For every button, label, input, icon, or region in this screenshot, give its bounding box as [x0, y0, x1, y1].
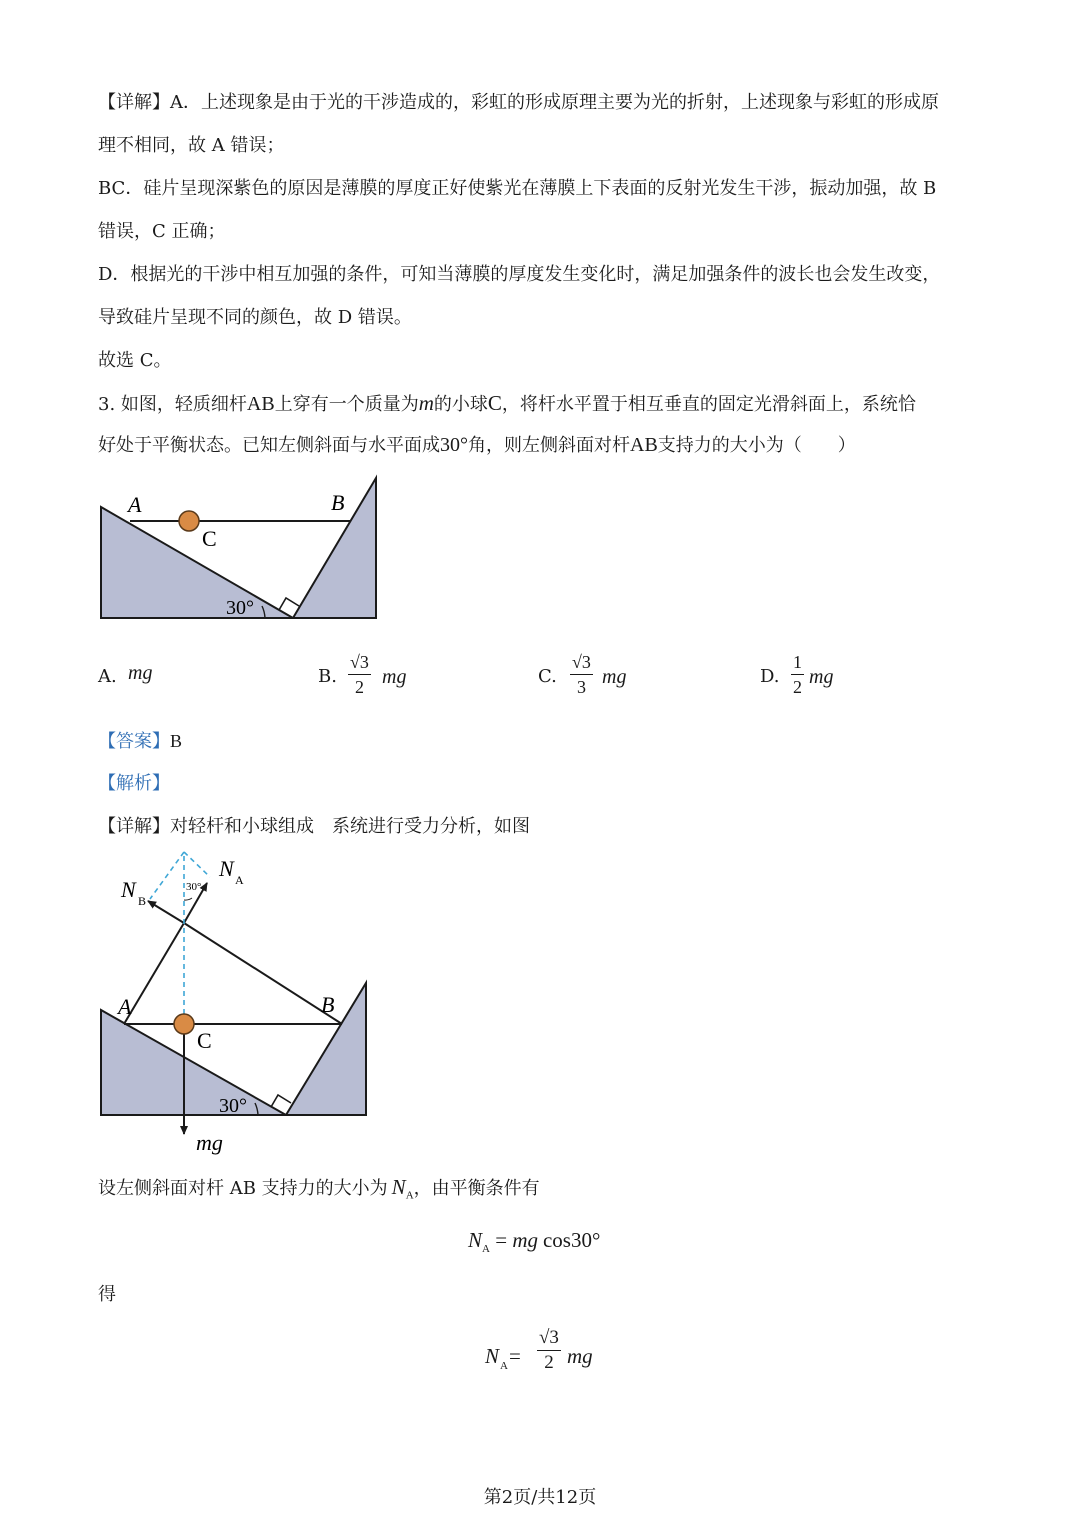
fig2-label-a: A: [118, 994, 132, 1019]
option-d-label: D.: [760, 666, 780, 687]
q3-text-d: ，将杆水平置于相互垂直的固定光滑斜面上，系统恰: [501, 394, 916, 415]
eq2-mg: mg: [567, 1344, 593, 1368]
setup-sub: A: [405, 1189, 414, 1202]
eq2-n: N: [485, 1344, 500, 1368]
question3-line1: [98, 390, 916, 418]
equation-1: [468, 1228, 600, 1255]
detail-bc-line2: 错误，C 正确；: [98, 221, 226, 242]
nb-line: [184, 923, 342, 1024]
detail-d-line1: D．根据光的干涉中相互加强的条件，可知当薄膜的厚度发生变化时，满足加强条件的波长也会发生改变，: [98, 264, 941, 285]
label-angle: 30°: [226, 597, 254, 619]
q3-text-f: 角，则左侧斜面对杆: [468, 435, 630, 456]
fig2-small-angle: 30°: [186, 881, 202, 893]
option-b-expr: mg: [382, 666, 407, 688]
fig2-mg: mg: [196, 1130, 223, 1155]
option-b-num: √3: [348, 650, 371, 675]
fig2-nb-sub: B: [138, 894, 147, 908]
fig2-na: N: [219, 856, 234, 881]
eq2-num: √3: [537, 1326, 561, 1351]
q3-text-g: 支持力的大小为（ ）: [657, 435, 856, 456]
setup-line: [98, 1174, 540, 1209]
eq1-n: N: [468, 1228, 483, 1252]
option-b-den: 2: [354, 677, 364, 697]
fig2-na-sub: A: [235, 873, 244, 887]
option-c-label: C.: [538, 666, 557, 687]
equation-2: [485, 1326, 625, 1386]
q3-text-a: 3. 如图，轻质细杆: [98, 394, 247, 415]
eq1-sub: A: [482, 1243, 490, 1256]
eq2-fraction: [537, 1326, 561, 1375]
option-c-den: 3: [576, 677, 586, 697]
fig2-nb: N: [121, 877, 136, 902]
option-d-fraction: [791, 650, 804, 699]
detail-a-line1: 【详解】A．上述现象是由于光的干涉造成的，彩虹的形成原理主要为光的折射，上述现象与彩虹的形成原: [98, 92, 939, 113]
fig2-label-c: C: [197, 1028, 212, 1053]
answer-line: [98, 728, 182, 755]
analysis-tag: 【解析】: [98, 773, 170, 794]
na-line: [124, 923, 184, 1024]
option-b-fraction: [348, 650, 371, 699]
fig2-label-angle: 30°: [219, 1095, 247, 1117]
label-c: C: [202, 526, 217, 551]
choose-c-text: 故选 C。: [98, 350, 172, 371]
detail-a-line2: 理不相同，故 A 错误；: [98, 135, 285, 156]
fig2-label-b: B: [321, 992, 335, 1017]
answer-tag: 【答案】: [98, 731, 170, 752]
q3-m: m: [418, 391, 434, 415]
q3-text-b: 上穿有一个质量为: [274, 394, 419, 415]
q3-ab-2: AB: [630, 434, 658, 456]
setup-text-b: ，由平衡条件有: [413, 1178, 540, 1199]
option-c-fraction: [570, 650, 593, 699]
option-a-expr: mg: [128, 662, 153, 684]
figure-inclined-planes: [95, 470, 385, 625]
right-angle-mark: [279, 598, 299, 610]
q3-text-e: 好处于平衡状态。已知左侧斜面与水平面成: [98, 435, 440, 456]
setup-n: N: [391, 1175, 406, 1199]
question3-line2: [98, 432, 856, 459]
eq1-cos: cos: [542, 1228, 571, 1252]
detail-bc-line1: BC．硅片呈现深紫色的原因是薄膜的厚度正好使紫光在薄膜上下表面的反射光发生干涉，振动加强，故 B: [98, 178, 937, 199]
q3-angle: 30°: [440, 434, 468, 456]
q3-text-c: 的小球: [433, 394, 488, 415]
right-angle-mark-2: [271, 1095, 291, 1107]
ball-c: [179, 511, 199, 531]
option-d-expr: mg: [809, 666, 834, 688]
detail2-text: 【详解】对轻杆和小球组成 系统进行受力分析，如图: [98, 816, 530, 837]
option-d-den: 2: [793, 677, 802, 697]
option-b-label: B.: [318, 666, 337, 687]
dash-to-na: [184, 852, 210, 877]
figure-force-diagram: [95, 845, 385, 1160]
eq2-equals: =: [509, 1344, 521, 1368]
nb-arrow: [148, 901, 184, 923]
de-text: 得: [98, 1284, 116, 1305]
label-b: B: [331, 490, 345, 515]
eq2-sub: A: [500, 1360, 508, 1372]
small-angle-arc: [184, 898, 192, 900]
eq1-equals: =: [489, 1228, 513, 1252]
answer-value: B: [170, 731, 183, 751]
option-a-label: A.: [98, 666, 117, 687]
option-d-num: 1: [791, 650, 804, 675]
eq1-mg: mg: [512, 1228, 538, 1252]
option-c-num: √3: [570, 650, 593, 675]
detail-d-line2: 导致硅片呈现不同的颜色，故 D 错误。: [98, 307, 412, 328]
q3-ab: AB: [246, 393, 275, 415]
option-c-expr: mg: [602, 666, 627, 688]
eq2-den: 2: [544, 1352, 554, 1373]
q3-c: C: [487, 391, 502, 415]
setup-text-a: 设左侧斜面对杆 AB 支持力的大小为: [98, 1178, 388, 1199]
eq1-angle: 30°: [570, 1228, 601, 1252]
ball-c-2: [174, 1014, 194, 1034]
label-a: A: [128, 492, 142, 517]
dash-to-nb: [150, 852, 184, 899]
page-footer: 第2页/共12页: [483, 1487, 597, 1508]
